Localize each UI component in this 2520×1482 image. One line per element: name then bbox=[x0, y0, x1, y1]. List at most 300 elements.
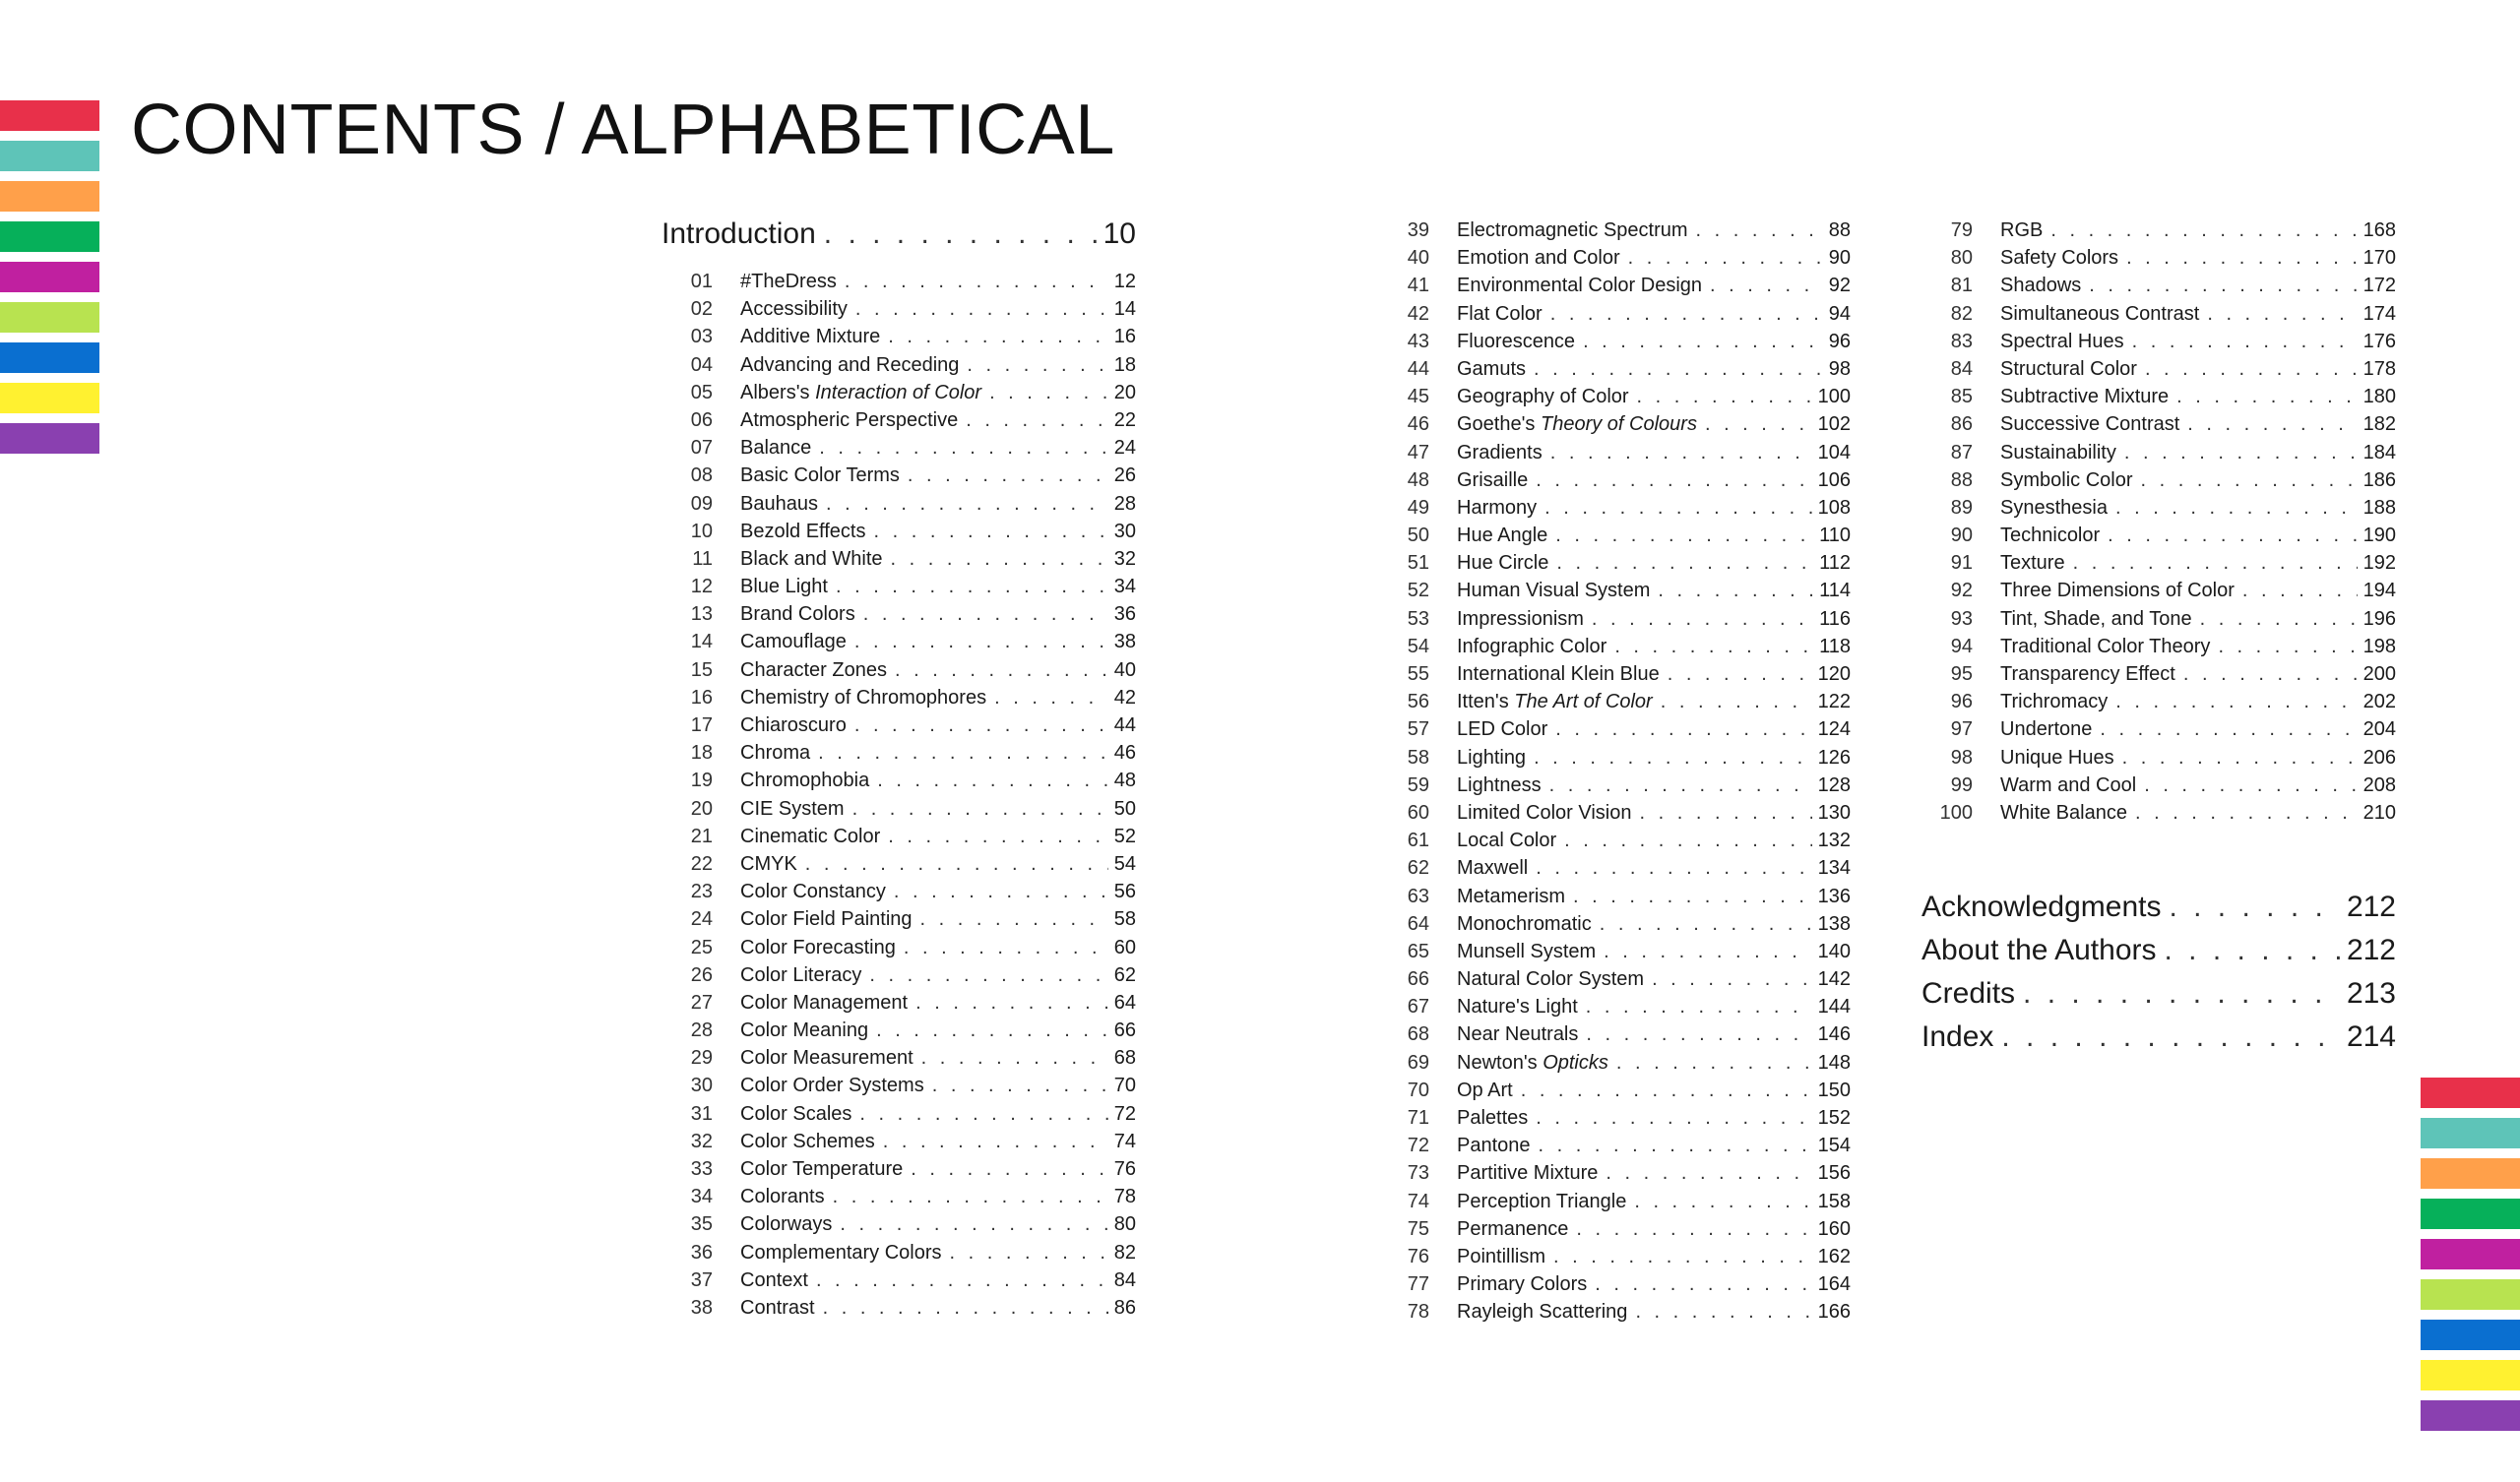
dot-leader bbox=[2100, 715, 2357, 743]
back-matter-entry[interactable] bbox=[1922, 886, 2396, 929]
back-matter-page: 213 bbox=[2346, 977, 2396, 1010]
dot-leader bbox=[1576, 1215, 1811, 1243]
toc-entry[interactable] bbox=[1922, 383, 2396, 410]
entry-title-text: Limited Color Vision bbox=[1457, 801, 1632, 824]
entry-page: 140 bbox=[1817, 940, 1851, 962]
entry-page: 14 bbox=[1113, 298, 1136, 321]
entry-title bbox=[2000, 355, 2137, 383]
entry-page: 198 bbox=[2362, 635, 2396, 657]
color-swatch bbox=[2421, 1078, 2520, 1108]
entry-title bbox=[740, 1072, 924, 1099]
entry-title bbox=[1457, 1215, 1568, 1243]
entry-title-text: Color Literacy bbox=[740, 963, 862, 986]
dot-leader bbox=[1600, 910, 1812, 938]
color-swatch bbox=[0, 141, 99, 171]
entry-page: 44 bbox=[1113, 714, 1136, 736]
toc-entry[interactable] bbox=[1922, 300, 2396, 328]
entry-title bbox=[740, 739, 810, 767]
dot-leader bbox=[2200, 605, 2358, 633]
intro-page: 10 bbox=[1102, 217, 1136, 250]
entry-title-italic: Opticks bbox=[1543, 1051, 1608, 1074]
entry-title-text: Colorants bbox=[740, 1186, 825, 1208]
entry-title bbox=[1457, 522, 1547, 549]
dot-leader bbox=[888, 823, 1107, 850]
entry-number: 18 bbox=[690, 742, 713, 765]
dot-leader bbox=[2073, 549, 2358, 577]
entry-title-text: Subtractive Mixture bbox=[2000, 386, 2170, 408]
entry-number: 06 bbox=[690, 408, 713, 431]
toc-entry[interactable] bbox=[1378, 827, 1851, 854]
entry-page: 154 bbox=[1817, 1135, 1851, 1157]
toc-entry[interactable] bbox=[1378, 965, 1851, 993]
entry-number: 92 bbox=[1950, 580, 1973, 602]
dot-leader bbox=[2207, 300, 2357, 328]
toc-entry[interactable] bbox=[1922, 772, 2396, 799]
toc-entry[interactable] bbox=[1378, 1243, 1851, 1270]
dot-leader bbox=[1696, 216, 1823, 244]
toc-entry[interactable] bbox=[1378, 216, 1851, 244]
dot-leader bbox=[888, 323, 1107, 350]
toc-entry[interactable] bbox=[1378, 688, 1851, 715]
entry-page: 172 bbox=[2362, 275, 2396, 297]
entry-number: 78 bbox=[1407, 1301, 1429, 1324]
back-matter-title: Acknowledgments bbox=[1922, 891, 2162, 923]
dot-leader bbox=[2242, 577, 2358, 604]
back-matter-entry[interactable] bbox=[1922, 1016, 2396, 1059]
entry-page: 178 bbox=[2362, 357, 2396, 380]
dot-leader bbox=[989, 379, 1108, 406]
toc-entry[interactable] bbox=[662, 545, 1136, 573]
toc-entry[interactable] bbox=[662, 518, 1136, 545]
entry-number: 83 bbox=[1950, 330, 1973, 352]
color-swatch bbox=[2421, 1320, 2520, 1350]
entry-page: 78 bbox=[1113, 1186, 1136, 1208]
toc-entry[interactable] bbox=[662, 934, 1136, 961]
entry-title bbox=[2000, 328, 2124, 355]
entry-title bbox=[2000, 494, 2108, 522]
dot-leader bbox=[1539, 1132, 1812, 1159]
entry-page: 196 bbox=[2362, 607, 2396, 630]
entry-title-text: Newton's bbox=[1457, 1051, 1544, 1074]
toc-entry[interactable] bbox=[1378, 1270, 1851, 1298]
dot-leader bbox=[2176, 383, 2357, 410]
color-swatch bbox=[0, 221, 99, 252]
toc-entry[interactable] bbox=[1922, 439, 2396, 466]
toc-entry[interactable] bbox=[662, 490, 1136, 518]
toc-entry[interactable] bbox=[1922, 688, 2396, 715]
dot-leader bbox=[1661, 688, 1812, 715]
back-matter-page: 214 bbox=[2346, 1020, 2396, 1053]
entry-title bbox=[740, 573, 828, 600]
toc-entry[interactable] bbox=[1378, 1132, 1851, 1159]
entry-number: 49 bbox=[1407, 496, 1429, 519]
entry-page: 142 bbox=[1817, 968, 1851, 991]
toc-entry[interactable] bbox=[662, 850, 1136, 878]
toc-entry[interactable] bbox=[662, 406, 1136, 434]
entry-title-text: Lightness bbox=[1457, 773, 1542, 796]
entry-page: 54 bbox=[1113, 852, 1136, 875]
toc-entry[interactable] bbox=[1378, 272, 1851, 299]
entry-number: 74 bbox=[1407, 1190, 1429, 1212]
entry-title bbox=[1457, 827, 1556, 854]
toc-column-2 bbox=[1378, 216, 1851, 1327]
entry-title bbox=[740, 850, 797, 878]
entry-title-text: Color Forecasting bbox=[740, 936, 896, 958]
color-swatch bbox=[0, 262, 99, 292]
entry-title-text: Complementary Colors bbox=[740, 1241, 942, 1264]
entry-title-text: CMYK bbox=[740, 852, 797, 875]
entry-title-text: Contrast bbox=[740, 1296, 815, 1319]
entry-page: 132 bbox=[1817, 830, 1851, 852]
toc-entry[interactable] bbox=[1922, 633, 2396, 660]
color-swatch-bar-right bbox=[2421, 1078, 2520, 1441]
toc-entry[interactable] bbox=[662, 656, 1136, 684]
entry-title bbox=[2000, 577, 2235, 604]
entry-page: 180 bbox=[2362, 386, 2396, 408]
entry-number: 48 bbox=[1407, 468, 1429, 491]
toc-entry[interactable] bbox=[1378, 439, 1851, 466]
toc-entry[interactable] bbox=[1922, 410, 2396, 438]
entry-title-text: White Balance bbox=[2000, 801, 2127, 824]
toc-entry[interactable] bbox=[662, 600, 1136, 628]
entry-number: 37 bbox=[690, 1268, 713, 1291]
toc-entry[interactable] bbox=[1922, 244, 2396, 272]
dot-leader bbox=[1586, 1020, 1811, 1048]
entry-page: 68 bbox=[1113, 1047, 1136, 1070]
dot-leader bbox=[2108, 522, 2357, 549]
toc-entry[interactable] bbox=[1378, 1020, 1851, 1048]
entry-title bbox=[740, 1210, 832, 1238]
color-swatch bbox=[2421, 1158, 2520, 1189]
entry-title-text: Goethe's bbox=[1457, 413, 1541, 436]
entry-title-text: Color Meaning bbox=[740, 1019, 869, 1042]
toc-entry[interactable] bbox=[1922, 466, 2396, 494]
entry-page: 186 bbox=[2362, 468, 2396, 491]
toc-entry[interactable] bbox=[1378, 744, 1851, 772]
toc-entry[interactable] bbox=[662, 1072, 1136, 1099]
toc-entry[interactable] bbox=[1922, 494, 2396, 522]
entry-title bbox=[740, 905, 913, 933]
toc-entry[interactable] bbox=[1378, 605, 1851, 633]
entry-number: 14 bbox=[690, 631, 713, 653]
entry-title-text: Primary Colors bbox=[1457, 1273, 1588, 1296]
dot-leader bbox=[967, 351, 1107, 379]
entry-title-text: Chroma bbox=[740, 742, 811, 765]
entry-title bbox=[740, 711, 847, 739]
dot-leader bbox=[877, 767, 1108, 794]
toc-entry[interactable] bbox=[662, 295, 1136, 323]
toc-entry[interactable] bbox=[662, 1239, 1136, 1266]
toc-entry[interactable] bbox=[1922, 799, 2396, 827]
entry-title-text: Infographic Color bbox=[1457, 635, 1607, 657]
entry-title-text: Color Temperature bbox=[740, 1158, 904, 1180]
entry-number: 70 bbox=[1407, 1079, 1429, 1101]
entry-title-text: Successive Contrast bbox=[2000, 413, 2180, 436]
entry-title-text: Hue Circle bbox=[1457, 552, 1549, 575]
toc-entry[interactable] bbox=[1378, 883, 1851, 910]
entry-number: 20 bbox=[690, 797, 713, 820]
toc-entry[interactable] bbox=[662, 767, 1136, 794]
entry-title bbox=[1457, 355, 1526, 383]
toc-entry[interactable] bbox=[1378, 410, 1851, 438]
dot-leader bbox=[2126, 244, 2358, 272]
entry-page: 16 bbox=[1113, 326, 1136, 348]
color-swatch bbox=[0, 383, 99, 413]
entry-title bbox=[1457, 1104, 1528, 1132]
toc-entry[interactable] bbox=[1922, 744, 2396, 772]
toc-entry[interactable] bbox=[662, 323, 1136, 350]
entry-page: 176 bbox=[2362, 330, 2396, 352]
entry-title bbox=[1457, 688, 1653, 715]
toc-entry[interactable] bbox=[1378, 577, 1851, 604]
entry-title-text: Sustainability bbox=[2000, 441, 2116, 463]
back-matter-entry[interactable] bbox=[1922, 929, 2396, 972]
toc-entry[interactable] bbox=[662, 573, 1136, 600]
entry-number: 85 bbox=[1950, 386, 1973, 408]
toc-entry[interactable] bbox=[662, 1155, 1136, 1183]
toc-entry[interactable] bbox=[1378, 1077, 1851, 1104]
entry-page: 146 bbox=[1817, 1023, 1851, 1046]
color-swatch bbox=[2421, 1360, 2520, 1390]
entry-title-text: Geography of Color bbox=[1457, 386, 1629, 408]
back-matter-entry[interactable] bbox=[1922, 972, 2396, 1016]
entry-title-text: Blue Light bbox=[740, 576, 828, 598]
toc-entry[interactable] bbox=[1378, 772, 1851, 799]
toc-entry[interactable] bbox=[662, 961, 1136, 989]
entry-title bbox=[1457, 1077, 1513, 1104]
toc-entry[interactable] bbox=[662, 434, 1136, 462]
toc-entry[interactable] bbox=[1922, 549, 2396, 577]
dot-leader bbox=[854, 628, 1108, 655]
dot-leader bbox=[852, 795, 1108, 823]
toc-entry[interactable] bbox=[1922, 605, 2396, 633]
entry-title bbox=[1457, 383, 1629, 410]
toc-entry[interactable] bbox=[662, 739, 1136, 767]
toc-entry[interactable] bbox=[1922, 328, 2396, 355]
entry-number: 90 bbox=[1950, 525, 1973, 547]
toc-entry[interactable] bbox=[662, 684, 1136, 711]
toc-entry[interactable] bbox=[662, 1294, 1136, 1322]
entry-title bbox=[740, 823, 880, 850]
toc-entry[interactable] bbox=[662, 989, 1136, 1017]
toc-entry[interactable] bbox=[1922, 216, 2396, 244]
toc-entry[interactable] bbox=[1922, 660, 2396, 688]
entry-page: 166 bbox=[1817, 1301, 1851, 1324]
entry-title bbox=[740, 656, 887, 684]
entry-page: 86 bbox=[1113, 1296, 1136, 1319]
dot-leader bbox=[845, 268, 1108, 295]
back-matter-title: Credits bbox=[1922, 977, 2016, 1010]
toc-entry[interactable] bbox=[1922, 272, 2396, 299]
entry-page: 136 bbox=[1817, 885, 1851, 907]
dot-leader bbox=[1628, 244, 1823, 272]
entry-title-text: Structural Color bbox=[2000, 357, 2137, 380]
entry-number: 91 bbox=[1950, 552, 1973, 575]
toc-entry[interactable] bbox=[1378, 910, 1851, 938]
entry-page: 24 bbox=[1113, 437, 1136, 460]
back-matter-page: 212 bbox=[2346, 934, 2396, 966]
toc-entry[interactable] bbox=[1378, 633, 1851, 660]
toc-entry[interactable] bbox=[662, 1100, 1136, 1128]
entry-page: 108 bbox=[1817, 496, 1851, 519]
entry-title bbox=[740, 684, 986, 711]
entry-title-text: Maxwell bbox=[1457, 857, 1529, 880]
entry-number: 63 bbox=[1407, 885, 1429, 907]
entry-title-text: Bauhaus bbox=[740, 492, 818, 515]
dot-leader bbox=[819, 434, 1107, 462]
entry-page: 112 bbox=[1819, 552, 1851, 575]
entry-title-text: Albers's bbox=[740, 381, 816, 403]
toc-entry[interactable] bbox=[1378, 1159, 1851, 1187]
entry-title bbox=[740, 1239, 942, 1266]
toc-entry[interactable] bbox=[662, 1128, 1136, 1155]
entry-title-text: Spectral Hues bbox=[2000, 330, 2124, 352]
toc-intro-entry[interactable] bbox=[662, 215, 1136, 254]
entry-title-text: Fluorescence bbox=[1457, 330, 1576, 352]
entry-page: 62 bbox=[1113, 963, 1136, 986]
toc-entry[interactable] bbox=[1378, 938, 1851, 965]
entry-title bbox=[2000, 549, 2065, 577]
color-swatch-bar-left bbox=[0, 100, 99, 463]
dot-leader bbox=[1592, 605, 1813, 633]
toc-entry[interactable] bbox=[662, 1183, 1136, 1210]
back-matter-title: Index bbox=[1922, 1020, 1994, 1053]
entry-number: 86 bbox=[1950, 413, 1973, 436]
toc-entry[interactable] bbox=[1378, 799, 1851, 827]
entry-page: 190 bbox=[2362, 525, 2396, 547]
entry-title-text: Local Color bbox=[1457, 830, 1557, 852]
toc-entry[interactable] bbox=[1378, 1188, 1851, 1215]
toc-entry[interactable] bbox=[662, 823, 1136, 850]
entry-title bbox=[740, 379, 981, 406]
entry-title bbox=[2000, 715, 2092, 743]
entry-page: 192 bbox=[2362, 552, 2396, 575]
toc-entry[interactable] bbox=[662, 379, 1136, 406]
toc-entry[interactable] bbox=[662, 905, 1136, 933]
toc-entry[interactable] bbox=[1378, 466, 1851, 494]
toc-entry[interactable] bbox=[1378, 660, 1851, 688]
toc-entry[interactable] bbox=[662, 1044, 1136, 1072]
toc-entry[interactable] bbox=[1378, 715, 1851, 743]
entry-number: 95 bbox=[1950, 663, 1973, 685]
dot-leader bbox=[1534, 744, 1812, 772]
entry-title-text: Safety Colors bbox=[2000, 247, 2119, 270]
toc-entry[interactable] bbox=[662, 1017, 1136, 1044]
entry-title bbox=[1457, 216, 1688, 244]
toc-entry[interactable] bbox=[662, 462, 1136, 489]
toc-entry[interactable] bbox=[1378, 1215, 1851, 1243]
toc-entry[interactable] bbox=[1378, 494, 1851, 522]
entry-page: 124 bbox=[1817, 718, 1851, 741]
dot-leader bbox=[1614, 633, 1813, 660]
toc-entry[interactable] bbox=[662, 351, 1136, 379]
entry-page: 82 bbox=[1113, 1241, 1136, 1264]
dot-leader bbox=[833, 1183, 1108, 1210]
toc-entry[interactable] bbox=[1378, 383, 1851, 410]
entry-title bbox=[740, 989, 908, 1017]
toc-entry[interactable] bbox=[662, 711, 1136, 739]
toc-entry[interactable] bbox=[1378, 522, 1851, 549]
dot-leader bbox=[911, 1155, 1107, 1183]
dot-leader bbox=[1583, 328, 1823, 355]
entry-title-text: Pantone bbox=[1457, 1135, 1531, 1157]
toc-entry[interactable] bbox=[1378, 300, 1851, 328]
toc-entry[interactable] bbox=[1378, 1104, 1851, 1132]
toc-entry[interactable] bbox=[1378, 1298, 1851, 1326]
dot-leader bbox=[863, 600, 1108, 628]
dot-leader bbox=[1652, 965, 1812, 993]
toc-entry[interactable] bbox=[1378, 993, 1851, 1020]
color-swatch bbox=[2421, 1400, 2520, 1431]
entry-number: 82 bbox=[1950, 302, 1973, 325]
dot-leader bbox=[921, 1044, 1108, 1072]
entry-page: 84 bbox=[1113, 1268, 1136, 1291]
entry-page: 20 bbox=[1113, 381, 1136, 403]
toc-entry[interactable] bbox=[662, 268, 1136, 295]
dot-leader bbox=[2165, 929, 2341, 972]
dot-leader bbox=[2135, 799, 2358, 827]
entry-number: 21 bbox=[690, 825, 713, 847]
entry-number: 13 bbox=[690, 603, 713, 626]
toc-entry[interactable] bbox=[662, 1210, 1136, 1238]
entry-page: 42 bbox=[1113, 686, 1136, 709]
entry-number: 26 bbox=[690, 963, 713, 986]
toc-entry[interactable] bbox=[1378, 854, 1851, 882]
entry-title-text: Color Measurement bbox=[740, 1047, 914, 1070]
entry-page: 100 bbox=[1817, 386, 1851, 408]
entry-number: 32 bbox=[690, 1130, 713, 1152]
entry-title-text: Flat Color bbox=[1457, 302, 1543, 325]
toc-entry[interactable] bbox=[662, 1266, 1136, 1294]
toc-entry[interactable] bbox=[1922, 522, 2396, 549]
toc-entry[interactable] bbox=[1922, 715, 2396, 743]
entry-page: 208 bbox=[2362, 773, 2396, 796]
toc-entry[interactable] bbox=[1922, 577, 2396, 604]
toc-entry[interactable] bbox=[1378, 549, 1851, 577]
entry-page: 88 bbox=[1828, 219, 1851, 241]
entry-number: 53 bbox=[1407, 607, 1429, 630]
entry-page: 114 bbox=[1819, 580, 1851, 602]
toc-entry[interactable] bbox=[662, 878, 1136, 905]
color-swatch bbox=[0, 423, 99, 454]
entry-page: 52 bbox=[1113, 825, 1136, 847]
entry-title bbox=[740, 406, 958, 434]
dot-leader bbox=[869, 961, 1107, 989]
entry-title-text: Transparency Effect bbox=[2000, 663, 2175, 685]
entry-page: 206 bbox=[2362, 746, 2396, 769]
toc-entry[interactable] bbox=[662, 628, 1136, 655]
toc-entry[interactable] bbox=[1378, 1049, 1851, 1077]
entry-title-text: Natural Color System bbox=[1457, 968, 1645, 991]
entry-title-text: Palettes bbox=[1457, 1107, 1529, 1129]
entry-title-text: Impressionism bbox=[1457, 607, 1584, 630]
entry-page: 182 bbox=[2362, 413, 2396, 436]
entry-page: 168 bbox=[2362, 219, 2396, 241]
dot-leader bbox=[1536, 1104, 1811, 1132]
toc-entry[interactable] bbox=[1378, 328, 1851, 355]
toc-entry[interactable] bbox=[1378, 355, 1851, 383]
toc-entry[interactable] bbox=[1922, 355, 2396, 383]
entry-title bbox=[740, 1266, 808, 1294]
entry-title-text: Three Dimensions of Color bbox=[2000, 580, 2235, 602]
toc-entry[interactable] bbox=[1378, 244, 1851, 272]
dot-leader bbox=[2140, 466, 2357, 494]
dot-leader bbox=[1556, 549, 1813, 577]
entry-title bbox=[1457, 1159, 1598, 1187]
entry-title bbox=[1457, 1020, 1578, 1048]
entry-title bbox=[1457, 910, 1592, 938]
toc-entry[interactable] bbox=[662, 795, 1136, 823]
